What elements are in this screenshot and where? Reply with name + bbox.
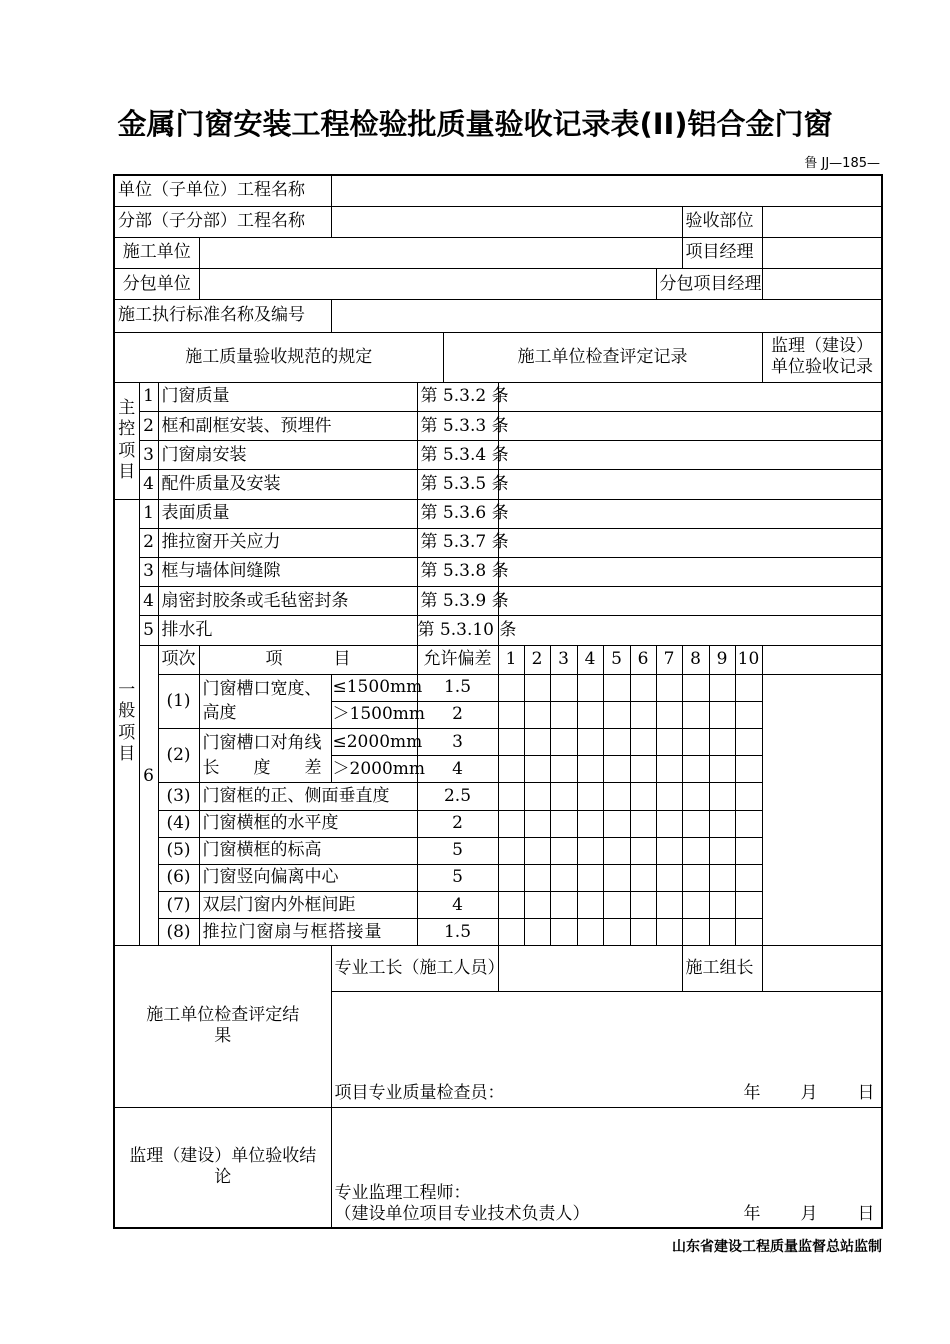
- measure-cell[interactable]: [498, 756, 524, 783]
- measure-cell[interactable]: [735, 783, 762, 810]
- measure-cell[interactable]: [603, 810, 630, 837]
- footer-issuer: 山东省建设工程质量监督总站监制: [672, 1239, 882, 1255]
- measure-cell[interactable]: [630, 919, 656, 946]
- header-row-standard: [114, 300, 882, 332]
- measure-cell[interactable]: [735, 729, 762, 756]
- measure-cell[interactable]: [577, 783, 603, 810]
- item-name: 排水孔: [158, 616, 417, 645]
- measure-cell[interactable]: [735, 892, 762, 919]
- measure-cell[interactable]: [524, 701, 550, 728]
- measure-cell[interactable]: [656, 783, 682, 810]
- subcontract-unit-label: 分包单位: [114, 269, 199, 300]
- item-number: 2: [139, 528, 158, 557]
- measure-cell[interactable]: [709, 729, 735, 756]
- item-name: 扇密封胶条或毛毡密封条: [158, 587, 417, 616]
- measure-cell[interactable]: [603, 892, 630, 919]
- measure-cell[interactable]: [656, 919, 682, 946]
- unit-name-label: 单位（子单位）工程名称: [114, 175, 331, 206]
- measure-cell[interactable]: [630, 837, 656, 864]
- item-number: 3: [139, 441, 158, 470]
- check-record-cell[interactable]: [498, 441, 882, 470]
- measure-cell[interactable]: [735, 810, 762, 837]
- measure-cell[interactable]: [630, 674, 656, 701]
- measure-cell[interactable]: [498, 729, 524, 756]
- engineer-label: 专业监理工程师：: [334, 1182, 471, 1203]
- measure-cell[interactable]: [656, 837, 682, 864]
- measure-cell[interactable]: [656, 756, 682, 783]
- deviation-condition: ＞2000mm: [331, 756, 417, 783]
- standard-label: 施工执行标准名称及编号: [114, 300, 331, 332]
- measure-cell[interactable]: [577, 810, 603, 837]
- item-name: 表面质量: [158, 499, 417, 528]
- deviation-allow: 5: [417, 864, 498, 891]
- team-leader-value[interactable]: [762, 946, 882, 991]
- column-header-row: [114, 332, 882, 382]
- measure-cell[interactable]: [498, 674, 524, 701]
- measure-cell[interactable]: [603, 919, 630, 946]
- measure-cell[interactable]: [577, 864, 603, 891]
- deviation-row: [114, 729, 882, 756]
- point-header: 1: [498, 645, 524, 674]
- measure-cell[interactable]: [498, 810, 524, 837]
- item-number: 1: [139, 499, 158, 528]
- day-label: 日: [857, 1083, 875, 1104]
- measure-cell[interactable]: [630, 810, 656, 837]
- check-column-header: 施工单位检查评定记录: [443, 332, 762, 382]
- deviation-no: (4): [158, 810, 199, 837]
- point-header: 3: [550, 645, 577, 674]
- measure-cell[interactable]: [735, 674, 762, 701]
- measure-cell[interactable]: [630, 701, 656, 728]
- item-name: 门窗扇安装: [158, 441, 417, 470]
- item-clause: 第 5.3.8 条: [417, 557, 498, 586]
- inspector-label: 项目专业质量检查员：: [334, 1083, 505, 1104]
- result-label: 施工单位检查评定结果: [114, 946, 331, 1107]
- measure-cell[interactable]: [498, 919, 524, 946]
- measure-cell[interactable]: [656, 729, 682, 756]
- deviation-allow: 1.5: [417, 674, 498, 701]
- measure-cell[interactable]: [550, 783, 577, 810]
- deviation-no: (8): [158, 919, 199, 946]
- foreman-label: 专业工长（施工人员）: [331, 946, 498, 991]
- subunit-name-label: 分部（子分部）工程名称: [114, 206, 331, 237]
- measure-cell[interactable]: [524, 674, 550, 701]
- measure-cell[interactable]: [735, 919, 762, 946]
- deviation-item-number: 6: [143, 765, 154, 786]
- measure-cell[interactable]: [682, 729, 709, 756]
- point-header: 6: [630, 645, 656, 674]
- item-name: 框和副框安装、预埋件: [158, 412, 417, 441]
- measure-cell[interactable]: [682, 864, 709, 891]
- deviation-col-allow: 允许偏差: [417, 645, 498, 674]
- measure-cell[interactable]: [656, 892, 682, 919]
- deviation-condition: ≤1500mm: [331, 674, 417, 701]
- month-label: 月: [800, 1083, 818, 1104]
- check-record-cell[interactable]: [498, 412, 882, 441]
- measure-cell[interactable]: [656, 701, 682, 728]
- conclusion-label: 监理（建设）单位验收结论: [114, 1107, 331, 1228]
- general-row: [114, 557, 882, 586]
- measure-cell[interactable]: [682, 783, 709, 810]
- item-clause: 第 5.3.9 条: [417, 587, 498, 616]
- main-control-row: [114, 441, 882, 470]
- deviation-name: 门窗竖向偏离中心: [199, 864, 417, 891]
- measure-cell[interactable]: [682, 756, 709, 783]
- measure-cell[interactable]: [682, 837, 709, 864]
- measure-cell[interactable]: [630, 864, 656, 891]
- main-control-row: [114, 470, 882, 499]
- standard-value[interactable]: [331, 300, 882, 332]
- measure-cell[interactable]: [656, 864, 682, 891]
- deviation-header-row: [114, 645, 882, 674]
- deviation-name: [199, 729, 331, 783]
- measure-cell[interactable]: [498, 783, 524, 810]
- subcontract-manager-label: 分包项目经理: [656, 269, 762, 300]
- measure-cell[interactable]: [577, 674, 603, 701]
- subcontract-unit-value[interactable]: [199, 269, 656, 300]
- measure-cell[interactable]: [735, 864, 762, 891]
- measure-cell[interactable]: [709, 919, 735, 946]
- deviation-col-item: 项 目: [199, 645, 417, 674]
- deviation-row: [114, 892, 882, 919]
- year-label: 年: [743, 1083, 761, 1104]
- item-name: 框与墙体间缝隙: [158, 557, 417, 586]
- measure-cell[interactable]: [682, 810, 709, 837]
- measure-cell[interactable]: [630, 892, 656, 919]
- measure-cell[interactable]: [709, 810, 735, 837]
- deviation-no: (5): [158, 837, 199, 864]
- deviation-condition: ＞1500mm: [331, 701, 417, 728]
- subunit-name-value[interactable]: [331, 206, 682, 237]
- measure-cell[interactable]: [682, 674, 709, 701]
- point-header: [762, 645, 882, 674]
- item-name: 推拉窗开关应力: [158, 528, 417, 557]
- deviation-name: 推拉门窗扇与框搭接量: [199, 919, 417, 946]
- accept-part-value[interactable]: [762, 206, 882, 237]
- measure-cell[interactable]: [603, 729, 630, 756]
- deviation-row: [114, 810, 882, 837]
- measure-cell[interactable]: [656, 674, 682, 701]
- deviation-allow: 1.5: [417, 919, 498, 946]
- item-number: 5: [139, 616, 158, 645]
- deviation-row: [114, 837, 882, 864]
- item-clause: 第 5.3.10 条: [417, 616, 498, 645]
- measure-cell[interactable]: [550, 729, 577, 756]
- measure-cell[interactable]: [735, 756, 762, 783]
- deviation-name: 门窗槽口宽度、高度: [199, 674, 331, 728]
- deviation-no: (2): [158, 729, 199, 783]
- measure-cell[interactable]: [735, 837, 762, 864]
- measure-cell[interactable]: [524, 837, 550, 864]
- check-record-cell[interactable]: [498, 587, 882, 616]
- measure-cell[interactable]: [550, 892, 577, 919]
- measure-cell[interactable]: [550, 701, 577, 728]
- deviation-row: [114, 783, 882, 810]
- measure-cell[interactable]: [577, 701, 603, 728]
- measure-cell[interactable]: [709, 837, 735, 864]
- deviation-row: [114, 674, 882, 701]
- header-row-unit: [114, 175, 882, 206]
- measure-cell[interactable]: [577, 729, 603, 756]
- result-body[interactable]: [331, 991, 882, 1107]
- header-row-construction: [114, 237, 882, 268]
- measure-cell[interactable]: [735, 701, 762, 728]
- deviation-allow: 4: [417, 892, 498, 919]
- item-clause: 第 5.3.2 条: [417, 382, 498, 411]
- construction-unit-label: 施工单位: [114, 237, 199, 268]
- supervision-column-header: 监理（建设）单位验收记录: [762, 332, 882, 382]
- page-title: 金属门窗安装工程检验批质量验收记录表(II)铝合金门窗: [117, 107, 833, 141]
- measure-cell[interactable]: [603, 701, 630, 728]
- measure-cell[interactable]: [524, 783, 550, 810]
- unit-name-value[interactable]: [331, 175, 882, 206]
- item-clause: 第 5.3.4 条: [417, 441, 498, 470]
- deviation-no: (1): [158, 674, 199, 728]
- deviation-name-line: 长 度 差: [202, 757, 322, 778]
- deviation-name: 门窗横框的水平度: [199, 810, 417, 837]
- deviation-name: 双层门窗内外框间距: [199, 892, 417, 919]
- team-leader-label: 施工组长: [682, 946, 762, 991]
- measure-cell[interactable]: [709, 756, 735, 783]
- measure-cell[interactable]: [603, 783, 630, 810]
- item-number: 4: [139, 470, 158, 499]
- year-label: 年: [743, 1203, 761, 1224]
- deviation-col-no: 项次: [158, 645, 199, 674]
- deviation-allow: 4: [417, 756, 498, 783]
- result-row-foreman: [114, 946, 882, 991]
- measure-cell[interactable]: [603, 837, 630, 864]
- general-row: [114, 528, 882, 557]
- measure-cell[interactable]: [603, 864, 630, 891]
- measure-cell[interactable]: [550, 837, 577, 864]
- spec-column-header: 施工质量验收规范的规定: [114, 332, 443, 382]
- item-clause: 第 5.3.6 条: [417, 499, 498, 528]
- measure-cell[interactable]: [577, 919, 603, 946]
- conclusion-body[interactable]: [331, 1107, 882, 1228]
- measure-cell[interactable]: [550, 810, 577, 837]
- item-clause: 第 5.3.7 条: [417, 528, 498, 557]
- deviation-no: (3): [158, 783, 199, 810]
- check-record-cell[interactable]: [498, 528, 882, 557]
- item-name: 门窗质量: [158, 382, 417, 411]
- item-number: 2: [139, 412, 158, 441]
- deviation-name-line: 门窗槽口对角线: [202, 733, 322, 754]
- measure-cell[interactable]: [709, 701, 735, 728]
- check-record-cell[interactable]: [498, 470, 882, 499]
- point-header: 2: [524, 645, 550, 674]
- inspection-form-table: [113, 174, 883, 1229]
- foreman-value[interactable]: [498, 946, 682, 991]
- item-clause: 第 5.3.3 条: [417, 412, 498, 441]
- measure-cell[interactable]: [656, 810, 682, 837]
- measure-cell[interactable]: [524, 919, 550, 946]
- measure-cell[interactable]: [577, 837, 603, 864]
- measure-cell[interactable]: [603, 674, 630, 701]
- deviation-allow: 2.5: [417, 783, 498, 810]
- construction-unit-value[interactable]: [199, 237, 682, 268]
- deviation-condition: ≤2000mm: [331, 729, 417, 756]
- point-header: 7: [656, 645, 682, 674]
- measure-cell[interactable]: [524, 864, 550, 891]
- measure-cell[interactable]: [550, 864, 577, 891]
- deviation-name: 门窗框的正、侧面垂直度: [199, 783, 417, 810]
- main-control-row: [114, 382, 882, 411]
- measure-cell[interactable]: [498, 837, 524, 864]
- check-record-cell[interactable]: [498, 382, 882, 411]
- point-header: 9: [709, 645, 735, 674]
- project-manager-label: 项目经理: [682, 237, 762, 268]
- measure-cell[interactable]: [577, 892, 603, 919]
- measure-cell[interactable]: [524, 892, 550, 919]
- deviation-allow: 5: [417, 837, 498, 864]
- deviation-row: [114, 864, 882, 891]
- deviation-allow: 2: [417, 810, 498, 837]
- deviation-no: (6): [158, 864, 199, 891]
- header-row-subcontract: [114, 269, 882, 300]
- owner-label: （建设单位项目专业技术负责人）: [334, 1203, 590, 1224]
- measure-cell[interactable]: [550, 756, 577, 783]
- measure-cell[interactable]: [709, 864, 735, 891]
- point-header: 4: [577, 645, 603, 674]
- deviation-name: 门窗横框的标高: [199, 837, 417, 864]
- item-number: 3: [139, 557, 158, 586]
- main-control-label: 主控项目: [114, 382, 139, 499]
- measure-cell[interactable]: [524, 756, 550, 783]
- main-control-row: [114, 412, 882, 441]
- deviation-row: [114, 919, 882, 946]
- form-code: 鲁 JJ—185—: [804, 156, 880, 171]
- point-header: 8: [682, 645, 709, 674]
- deviation-allow: 3: [417, 729, 498, 756]
- measure-cell[interactable]: [603, 756, 630, 783]
- deviation-item-number-cell: [139, 645, 158, 946]
- general-row: [114, 587, 882, 616]
- measure-cell[interactable]: [630, 729, 656, 756]
- point-header: 10: [735, 645, 762, 674]
- measure-cell[interactable]: [709, 674, 735, 701]
- general-label: 一般项目: [114, 499, 139, 946]
- measure-cell[interactable]: [550, 674, 577, 701]
- measure-cell[interactable]: [682, 701, 709, 728]
- conclusion-row: [114, 1107, 882, 1228]
- month-label: 月: [800, 1203, 818, 1224]
- measure-cell[interactable]: [709, 892, 735, 919]
- general-row: [114, 616, 882, 645]
- item-number: 4: [139, 587, 158, 616]
- check-record-cell[interactable]: [498, 616, 882, 645]
- check-record-cell[interactable]: [498, 499, 882, 528]
- header-row-subunit: [114, 206, 882, 237]
- measure-cell[interactable]: [709, 783, 735, 810]
- measure-cell[interactable]: [498, 892, 524, 919]
- accept-part-label: 验收部位: [682, 206, 762, 237]
- measure-cell[interactable]: [498, 701, 524, 728]
- item-number: 1: [139, 382, 158, 411]
- subcontract-manager-value[interactable]: [762, 269, 882, 300]
- project-manager-value[interactable]: [762, 237, 882, 268]
- general-row: [114, 499, 882, 528]
- day-label: 日: [857, 1203, 875, 1224]
- item-name: 配件质量及安装: [158, 470, 417, 499]
- measure-cell[interactable]: [577, 756, 603, 783]
- measure-cell[interactable]: [682, 919, 709, 946]
- measure-cell[interactable]: [682, 892, 709, 919]
- deviation-no: (7): [158, 892, 199, 919]
- measure-cell[interactable]: [630, 783, 656, 810]
- item-clause: 第 5.3.5 条: [417, 470, 498, 499]
- check-record-cell[interactable]: [498, 557, 882, 586]
- measure-cell[interactable]: [524, 810, 550, 837]
- measure-cell[interactable]: [550, 919, 577, 946]
- measure-cell[interactable]: [498, 864, 524, 891]
- measure-cell[interactable]: [630, 756, 656, 783]
- point-header: 5: [603, 645, 630, 674]
- measure-cell[interactable]: [524, 729, 550, 756]
- deviation-allow: 2: [417, 701, 498, 728]
